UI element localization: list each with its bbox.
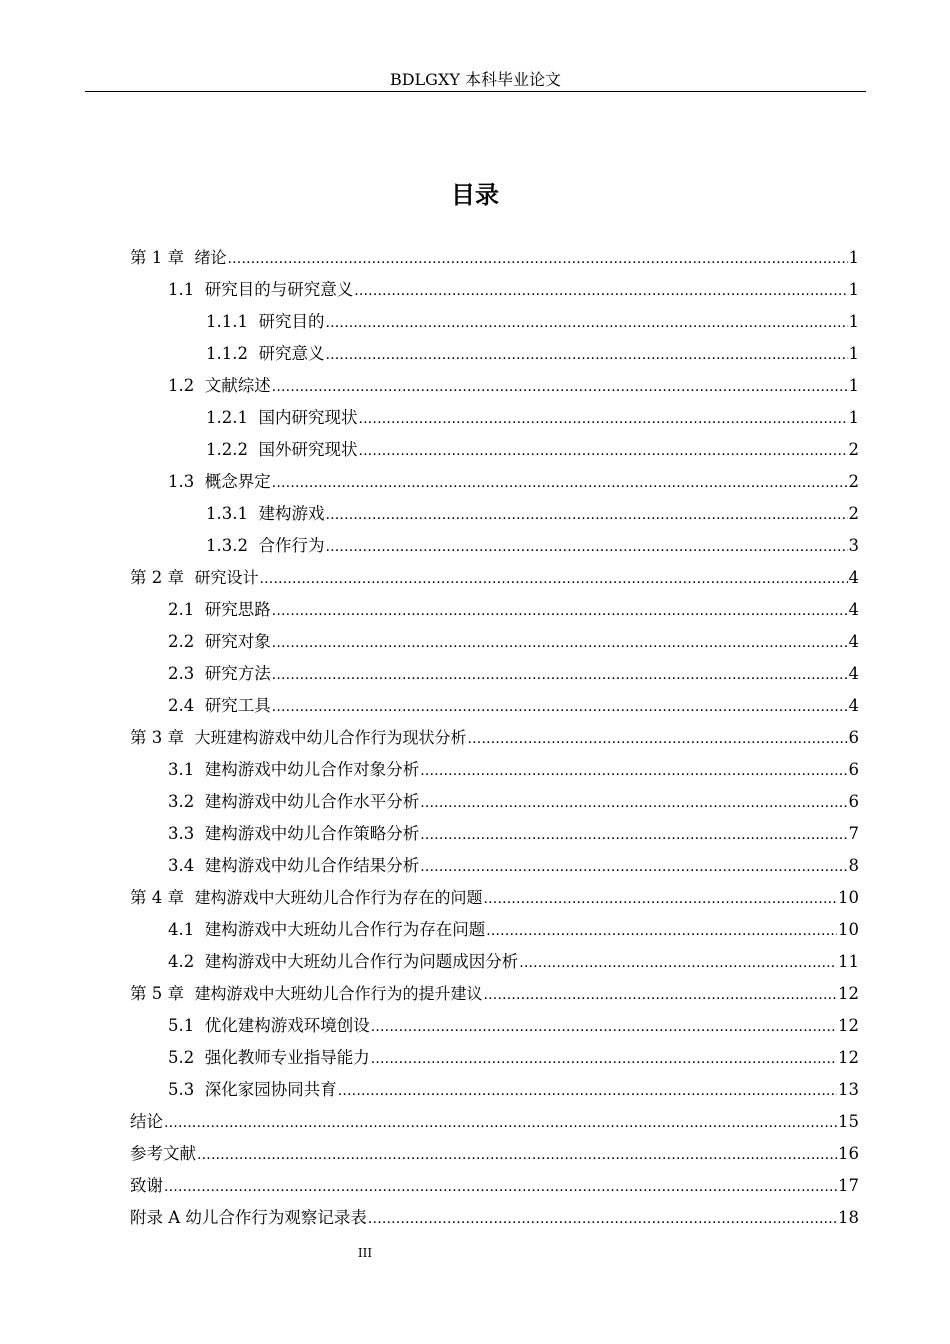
toc-entry-number: 3.4	[168, 856, 205, 875]
toc-entry-label: 致谢	[130, 1176, 163, 1195]
toc-entry-label: 建构游戏中幼儿合作策略分析	[204, 824, 420, 843]
toc-entry-label: 研究目的	[258, 312, 325, 331]
toc-entry-page: 4	[848, 600, 859, 619]
toc-entry-label: 建构游戏中大班幼儿合作行为的提升建议	[194, 984, 483, 1003]
toc-entry-page: 12	[838, 984, 859, 1003]
toc-entry-page: 12	[838, 1016, 859, 1035]
toc-entry-page: 6	[848, 728, 859, 747]
toc-entry-4-2[interactable]	[168, 950, 859, 974]
toc-entry-chapter-2[interactable]	[130, 566, 859, 590]
toc-entry-page: 7	[848, 824, 859, 843]
toc-entry-3-2[interactable]	[168, 790, 859, 814]
toc-entry-number: 第 1 章	[130, 248, 195, 267]
toc-entry-label: 附录 A 幼儿合作行为观察记录表	[130, 1208, 367, 1227]
toc-entry-label: 建构游戏中大班幼儿合作行为问题成因分析	[204, 952, 519, 971]
toc-entry-number: 4.2	[168, 952, 205, 971]
toc-entry-1-2-2[interactable]	[206, 438, 859, 462]
dot-leader	[164, 1111, 837, 1135]
toc-entry-label: 建构游戏中幼儿合作结果分析	[204, 856, 420, 875]
toc-entry-1-2-1[interactable]	[206, 406, 859, 430]
toc-entry-label: 强化教师专业指导能力	[204, 1048, 370, 1067]
dot-leader	[272, 471, 848, 495]
toc-entry-acknowledgements[interactable]	[130, 1174, 859, 1198]
toc-entry-number: 1.1	[168, 280, 205, 299]
toc-entry-label: 研究方法	[204, 664, 271, 683]
toc-entry-page: 13	[838, 1080, 859, 1099]
toc-entry-number: 第 5 章	[130, 984, 195, 1003]
toc-entry-page: 17	[838, 1176, 859, 1195]
toc-entry-page: 12	[838, 1048, 859, 1067]
toc-entry-5-2[interactable]	[168, 1046, 859, 1070]
dot-leader	[338, 1079, 837, 1103]
dot-leader	[325, 535, 847, 559]
toc-entry-page: 4	[848, 664, 859, 683]
dot-leader	[272, 663, 848, 687]
toc-entry-conclusion[interactable]	[130, 1110, 859, 1134]
toc-entry-page: 4	[848, 632, 859, 651]
toc-entry-label: 大班建构游戏中幼儿合作行为现状分析	[194, 728, 467, 747]
dot-leader	[468, 727, 848, 751]
toc-entry-number: 5.2	[168, 1048, 205, 1067]
toc-entry-5-3[interactable]	[168, 1078, 859, 1102]
toc-entry-number: 3.1	[168, 760, 205, 779]
toc-entry-page: 6	[848, 760, 859, 779]
toc-entry-page: 15	[838, 1112, 859, 1131]
toc-entry-page: 4	[848, 568, 859, 587]
toc-entry-page: 3	[848, 536, 859, 555]
dot-leader	[420, 791, 847, 815]
toc-entry-label: 研究对象	[204, 632, 271, 651]
toc-entry-label: 建构游戏中大班幼儿合作行为存在的问题	[194, 888, 483, 907]
toc-entry-page: 2	[848, 472, 859, 491]
toc-entry-page: 1	[848, 280, 859, 299]
toc-entry-chapter-5[interactable]	[130, 982, 859, 1006]
toc-entry-1-1-1[interactable]	[206, 310, 859, 334]
dot-leader	[368, 1207, 837, 1231]
toc-entry-1-3[interactable]	[168, 470, 859, 494]
toc-entry-1-3-1[interactable]	[206, 502, 859, 526]
toc-entry-1-1[interactable]	[168, 278, 859, 302]
header-rule	[85, 91, 866, 92]
toc-entry-number: 1.3.1	[206, 504, 259, 523]
toc-entry-references[interactable]	[130, 1142, 859, 1166]
toc-entry-page: 4	[848, 696, 859, 715]
dot-leader	[486, 919, 837, 943]
toc-entry-1-1-2[interactable]	[206, 342, 859, 366]
toc-entry-number: 2.3	[168, 664, 205, 683]
dot-leader	[164, 1175, 837, 1199]
page-number-footer: III	[357, 1246, 373, 1260]
dot-leader	[325, 503, 847, 527]
toc-entry-label: 研究工具	[204, 696, 271, 715]
dot-leader	[358, 407, 847, 431]
dot-leader	[260, 567, 848, 591]
toc-entry-label: 概念界定	[204, 472, 271, 491]
dot-leader	[358, 439, 847, 463]
toc-entry-label: 建构游戏中幼儿合作对象分析	[204, 760, 420, 779]
toc-entry-page: 16	[838, 1144, 859, 1163]
dot-leader	[272, 375, 848, 399]
toc-entry-2-2[interactable]	[168, 630, 859, 654]
toc-entry-chapter-4[interactable]	[130, 886, 859, 910]
toc-entry-number: 4.1	[168, 920, 205, 939]
toc-entry-number: 3.3	[168, 824, 205, 843]
toc-entry-label: 国内研究现状	[258, 408, 358, 427]
toc-entry-number: 1.2.1	[206, 408, 259, 427]
toc-entry-label: 参考文献	[130, 1144, 196, 1163]
toc-entry-appendix-a[interactable]	[130, 1206, 859, 1230]
page-header: BDLGXY 本科毕业论文	[389, 70, 562, 89]
toc-entry-3-1[interactable]	[168, 758, 859, 782]
toc-entry-1-3-2[interactable]	[206, 534, 859, 558]
toc-entry-label: 合作行为	[258, 536, 325, 555]
toc-entry-number: 1.2.2	[206, 440, 259, 459]
toc-entry-number: 第 2 章	[130, 568, 195, 587]
toc-entry-page: 1	[848, 344, 859, 363]
toc-entry-label: 建构游戏中幼儿合作水平分析	[204, 792, 420, 811]
toc-entry-page: 2	[848, 440, 859, 459]
toc-entry-2-4[interactable]	[168, 694, 859, 718]
toc-entry-2-3[interactable]	[168, 662, 859, 686]
dot-leader	[228, 247, 848, 271]
dot-leader	[325, 311, 847, 335]
toc-entry-label: 建构游戏	[258, 504, 325, 523]
dot-leader	[325, 343, 847, 367]
toc-entry-3-4[interactable]	[168, 854, 859, 878]
dot-leader	[197, 1143, 837, 1167]
toc-entry-number: 2.2	[168, 632, 205, 651]
toc-entry-3-3[interactable]	[168, 822, 859, 846]
toc-entry-page: 2	[848, 504, 859, 523]
toc-entry-label: 优化建构游戏环境创设	[204, 1016, 370, 1035]
toc-entry-number: 1.3.2	[206, 536, 259, 555]
toc-entry-1-2[interactable]	[168, 374, 859, 398]
toc-entry-number: 5.3	[168, 1080, 205, 1099]
toc-entry-page: 8	[848, 856, 859, 875]
toc-entry-number: 1.3	[168, 472, 205, 491]
toc-entry-page: 1	[848, 312, 859, 331]
toc-title: 目录	[451, 181, 499, 209]
dot-leader	[420, 855, 847, 879]
toc-entry-page: 1	[848, 248, 859, 267]
toc-entry-5-1[interactable]	[168, 1014, 859, 1038]
toc-entry-page: 1	[848, 376, 859, 395]
toc-entry-page: 10	[838, 888, 859, 907]
dot-leader	[519, 951, 837, 975]
toc-entry-number: 1.2	[168, 376, 205, 395]
toc-entry-number: 5.1	[168, 1016, 205, 1035]
toc-entry-label: 国外研究现状	[258, 440, 358, 459]
toc-entry-page: 11	[838, 952, 859, 971]
toc-entry-label: 研究设计	[194, 568, 259, 587]
toc-entry-number: 2.1	[168, 600, 205, 619]
toc-entry-page: 10	[838, 920, 859, 939]
toc-entry-label: 绪论	[194, 248, 227, 267]
toc-entry-label: 研究目的与研究意义	[204, 280, 354, 299]
toc-entry-label: 文献综述	[204, 376, 271, 395]
dot-leader	[420, 759, 847, 783]
dot-leader	[484, 983, 838, 1007]
toc-entry-page: 6	[848, 792, 859, 811]
toc-entry-chapter-1[interactable]	[130, 246, 859, 270]
toc-entry-label: 研究思路	[204, 600, 271, 619]
dot-leader	[371, 1015, 837, 1039]
toc-entry-2-1[interactable]	[168, 598, 859, 622]
toc-entry-number: 3.2	[168, 792, 205, 811]
toc-entry-number: 第 4 章	[130, 888, 195, 907]
dot-leader	[354, 279, 847, 303]
toc-entry-chapter-3[interactable]	[130, 726, 859, 750]
dot-leader	[272, 631, 848, 655]
dot-leader	[371, 1047, 837, 1071]
toc-entry-number: 1.1.1	[206, 312, 259, 331]
toc-entry-number: 2.4	[168, 696, 205, 715]
toc-entry-label: 深化家园协同共育	[204, 1080, 337, 1099]
toc-entry-number: 1.1.2	[206, 344, 259, 363]
toc-entry-label: 研究意义	[258, 344, 325, 363]
toc-entry-label: 结论	[130, 1112, 163, 1131]
toc-entry-4-1[interactable]	[168, 918, 859, 942]
toc-entry-label: 建构游戏中大班幼儿合作行为存在问题	[204, 920, 486, 939]
dot-leader	[420, 823, 847, 847]
toc-entry-number: 第 3 章	[130, 728, 195, 747]
toc-entry-page: 1	[848, 408, 859, 427]
dot-leader	[272, 599, 848, 623]
dot-leader	[484, 887, 838, 911]
toc-entry-page: 18	[838, 1208, 859, 1227]
dot-leader	[272, 695, 848, 719]
